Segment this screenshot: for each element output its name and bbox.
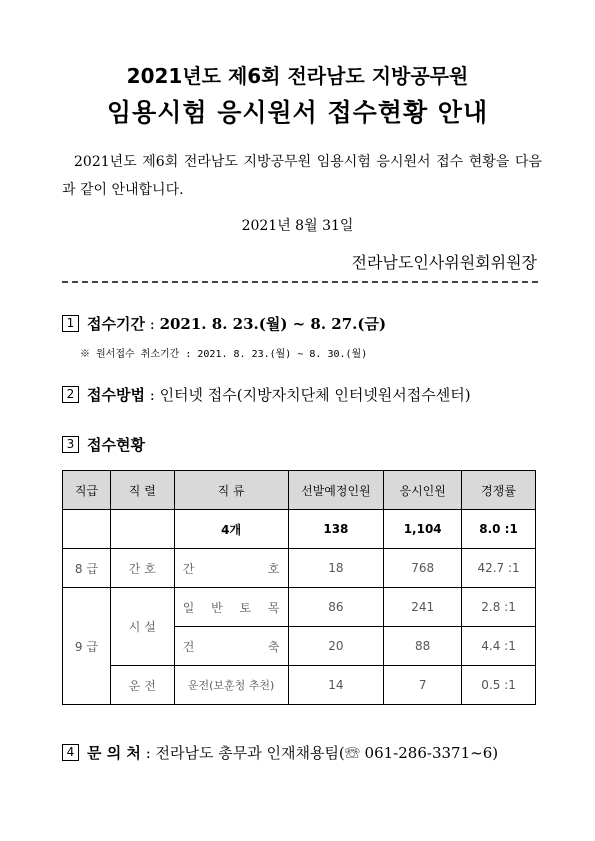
series-cell: 간 호 [110, 549, 174, 588]
ratio-cell: 2.8 :1 [462, 588, 536, 627]
total-planned: 138 [288, 510, 384, 549]
section-contact [62, 742, 498, 763]
section-label-3: 접수현황 [87, 436, 145, 454]
kind-cell: 운전(보훈청 추천) [174, 666, 288, 705]
section-application-method [62, 384, 471, 405]
kind-char: 호 [267, 561, 280, 576]
series-cell: 시 설 [110, 588, 174, 666]
notice-date: 2021년 8월 31일 [241, 218, 354, 234]
application-method-value: 인터넷 접수(지방자치단체 인터넷원서접수센터) [159, 386, 471, 404]
kind-char: 토 [239, 600, 252, 615]
intro-paragraph: 2021년도 제6회 전라남도 지방공무원 임용시험 응시원서 접수 현황을 다음과 같이 안내합니다. [62, 154, 542, 198]
divider [62, 281, 538, 283]
total-kind: 4개 [174, 510, 288, 549]
table-header-row [63, 471, 536, 510]
status-table [62, 470, 536, 705]
section-number-1: 1 [62, 315, 79, 332]
applicants-cell: 7 [384, 666, 462, 705]
kind-char: 축 [267, 639, 280, 654]
header-ratio: 경쟁률 [462, 471, 536, 510]
table-row [63, 549, 536, 588]
ratio-cell: 4.4 :1 [462, 627, 536, 666]
applicants-cell: 768 [384, 549, 462, 588]
total-ratio: 8.0 :1 [462, 510, 536, 549]
table-row [63, 666, 536, 705]
header-kind: 직 류 [174, 471, 288, 510]
section-application-status [62, 434, 145, 455]
applicants-cell: 88 [384, 627, 462, 666]
applicants-cell: 241 [384, 588, 462, 627]
ratio-cell: 42.7 :1 [462, 549, 536, 588]
section-number-4: 4 [62, 744, 79, 761]
section-label-4: 문 의 처 [87, 744, 141, 762]
total-applicants: 1,104 [384, 510, 462, 549]
section-number-2: 2 [62, 386, 79, 403]
header-series: 직 렬 [110, 471, 174, 510]
page-title-line2: 임용시험 응시원서 접수현황 안내 [106, 98, 489, 127]
series-cell: 운 전 [110, 666, 174, 705]
total-grade-cell [63, 510, 111, 549]
kind-char: 건 [182, 639, 195, 654]
header-planned: 선발예정인원 [288, 471, 384, 510]
planned-cell: 86 [288, 588, 384, 627]
kind-char: 간 [182, 561, 195, 576]
section-number-3: 3 [62, 436, 79, 453]
section-colon-2: : [144, 385, 160, 404]
planned-cell: 18 [288, 549, 384, 588]
grade-cell: 9 급 [63, 588, 111, 705]
kind-char: 일 [182, 600, 195, 615]
page-title-line1: 2021년도 제6회 전라남도 지방공무원 [126, 64, 469, 88]
kind-cell [174, 549, 288, 588]
grade-cell: 8 급 [63, 549, 111, 588]
table-row [63, 588, 536, 627]
cancel-period-note: ※ 원서접수 취소기간 : 2021. 8. 23.(월) ~ 8. 30.(월) [80, 349, 368, 360]
header-grade: 직급 [63, 471, 111, 510]
section-colon-4: : [140, 743, 156, 762]
kind-char: 반 [211, 600, 223, 615]
section-colon-1: : [144, 314, 160, 333]
section-label-1: 접수기간 [87, 315, 145, 333]
ratio-cell: 0.5 :1 [462, 666, 536, 705]
contact-value: 전라남도 총무과 인재채용팀(☏ 061-286-3371~6) [155, 744, 499, 762]
signer: 전라남도인사위원회위원장 [351, 253, 537, 272]
application-period-value: 2021. 8. 23.(월) ~ 8. 27.(금) [159, 315, 387, 333]
kind-char: 목 [267, 600, 280, 615]
planned-cell: 14 [288, 666, 384, 705]
kind-cell [174, 588, 288, 627]
table-row-total [63, 510, 536, 549]
header-applicants: 응시인원 [384, 471, 462, 510]
planned-cell: 20 [288, 627, 384, 666]
section-application-period [62, 313, 386, 334]
kind-cell [174, 627, 288, 666]
total-series-cell [110, 510, 174, 549]
section-label-2: 접수방법 [87, 386, 145, 404]
